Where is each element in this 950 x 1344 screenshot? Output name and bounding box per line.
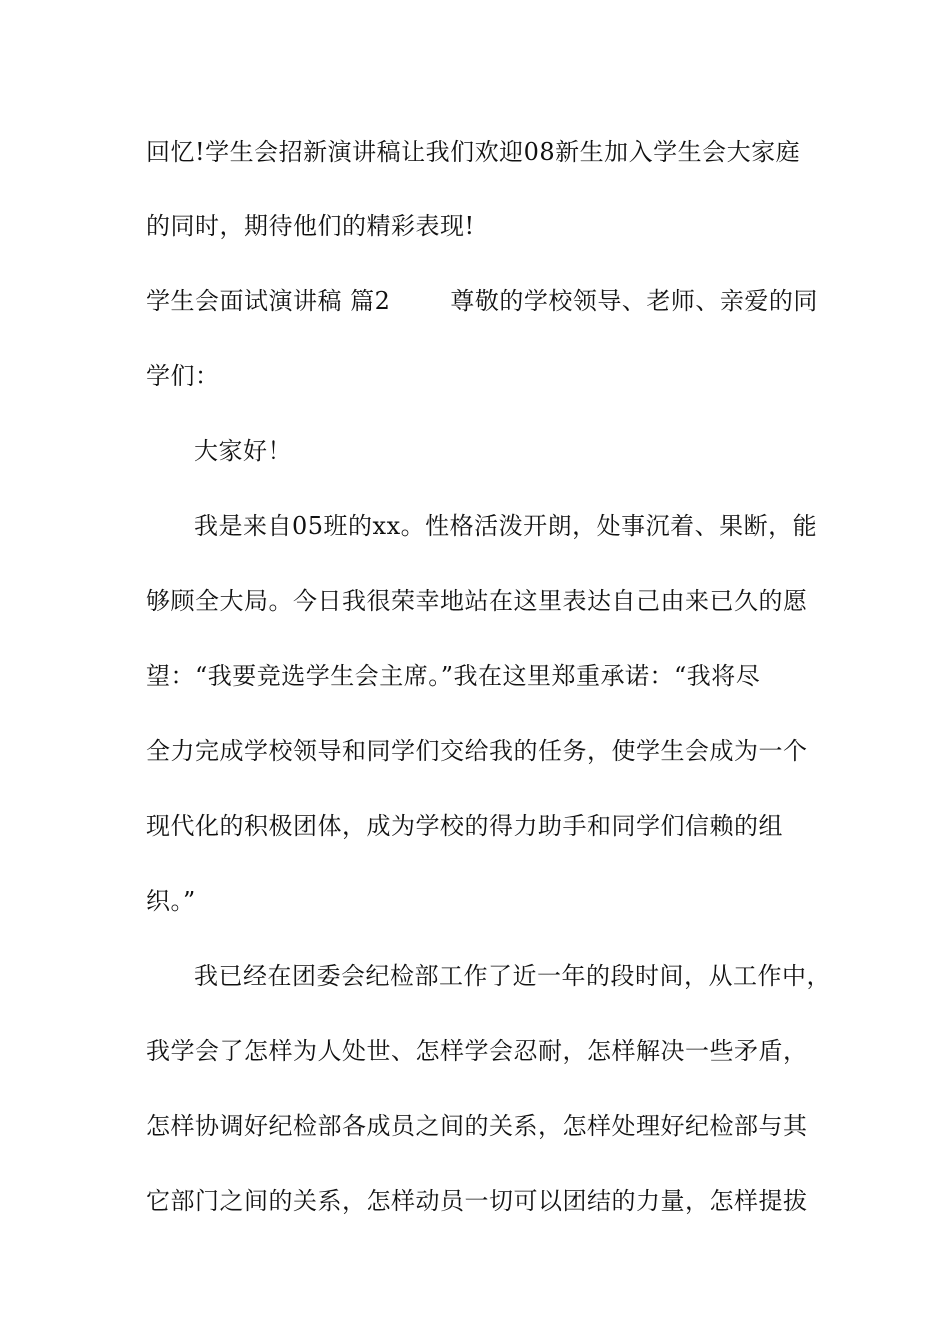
text-line: 够顾全大局。今日我很荣幸地站在这里表达自己由来已久的愿 [146,587,808,615]
section-title: 学生会面试演讲稿 篇2 [146,287,391,315]
text-line: 现代化的积极团体，成为学校的得力助手和同学们信赖的组 [146,812,783,840]
text-line: 的同时，期待他们的精彩表现! [146,212,475,240]
section-heading-line [146,286,818,316]
paragraph-first-line: 我已经在团委会纪检部工作了近一年的段时间，从工作中， [194,962,831,990]
salutation-text: 尊敬的学校领导、老师、亲爱的同 [450,287,818,315]
greeting-line: 大家好！ [194,437,292,465]
text-line: 望：“我要竞选学生会主席。”我在这里郑重承诺：“我将尽 [146,662,761,690]
text-line: 织。” [146,887,196,915]
paragraph-first-line: 我是来自05班的xx。性格活泼开朗，处事沉着、果断，能 [194,512,818,540]
text-line: 我学会了怎样为人处世、怎样学会忍耐，怎样解决一些矛盾， [146,1037,808,1065]
text-line: 怎样协调好纪检部各成员之间的关系，怎样处理好纪检部与其 [146,1112,808,1140]
text-line: 全力完成学校领导和同学们交给我的任务，使学生会成为一个 [146,737,808,765]
text-line: 回忆!学生会招新演讲稿让我们欢迎08新生加入学生会大家庭 [146,138,801,166]
text-line: 学们： [146,362,220,390]
text-line: 它部门之间的关系，怎样动员一切可以团结的力量，怎样提拔 [146,1187,808,1215]
